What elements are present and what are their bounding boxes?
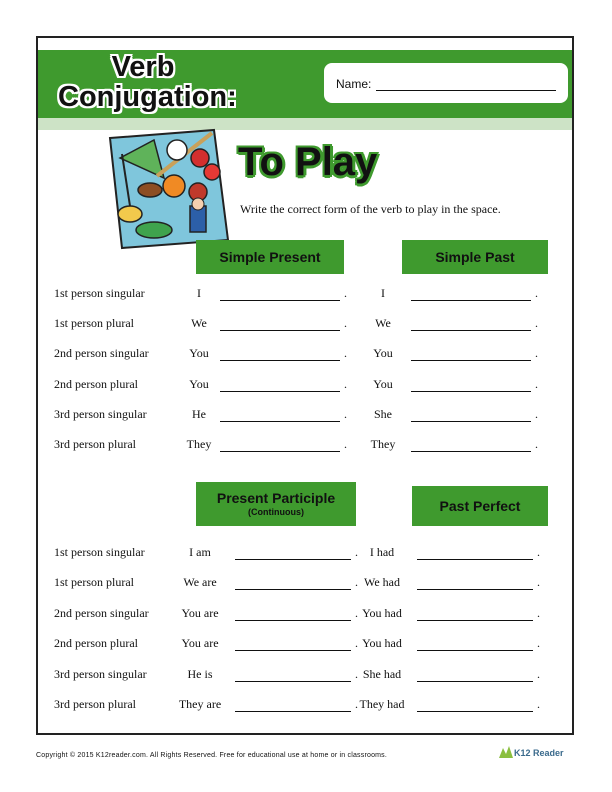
header-simple-past-label: Simple Past (435, 249, 515, 265)
period: . (355, 636, 358, 651)
answer-blank-b[interactable] (417, 579, 533, 590)
period: . (355, 666, 358, 681)
period: . (535, 316, 538, 331)
copyright-text: Copyright © 2015 K12reader.com. All Rights Reserved. Free for educational use at home or in classrooms. (36, 752, 388, 759)
answer-blank-b[interactable] (417, 610, 533, 621)
name-label: Name: (336, 77, 372, 91)
pronoun-b: She had (362, 666, 402, 681)
row-label: 3rd person plural (54, 697, 136, 711)
pronoun-a: He is (187, 666, 213, 681)
answer-blank-b[interactable] (411, 350, 531, 361)
period: . (535, 376, 538, 391)
worksheet-title (58, 51, 237, 113)
answer-blank-a[interactable] (220, 290, 340, 301)
row-label: 1st person plural (54, 575, 134, 590)
pronoun-b: We (375, 316, 391, 331)
period: . (537, 666, 540, 681)
period: . (344, 376, 347, 391)
period: . (344, 316, 347, 331)
row-label: 3rd person singular (54, 666, 147, 681)
title-line-1: Verb (111, 51, 175, 83)
period: . (344, 406, 347, 421)
instructions: Write the correct form of the verb to play in the space. (240, 202, 501, 216)
answer-blank-b[interactable] (411, 320, 531, 331)
period: . (355, 575, 358, 590)
answer-blank-b[interactable] (417, 640, 533, 651)
row-label: 1st person singular (54, 286, 145, 300)
pronoun-a: You (189, 376, 209, 391)
answer-blank-a[interactable] (220, 441, 340, 452)
pronoun-a: I am (189, 545, 211, 559)
period: . (535, 406, 538, 421)
pronoun-a: I (197, 286, 201, 300)
period: . (344, 346, 347, 361)
answer-blank-a[interactable] (235, 579, 351, 590)
k12-reader-logo-icon (499, 746, 513, 758)
answer-blank-b[interactable] (417, 671, 533, 682)
row-label: 1st person plural (54, 316, 134, 331)
row-label: 3rd person plural (54, 437, 136, 451)
row-label: 2nd person plural (54, 636, 138, 651)
pronoun-b: I (381, 286, 385, 300)
pronoun-b: She (374, 406, 392, 421)
pronoun-a: You are (181, 605, 219, 620)
k12-reader-logo: K12 Reader (514, 748, 564, 758)
row-label: 2nd person plural (54, 376, 138, 391)
pronoun-a: We (191, 316, 207, 331)
header-past-perfect-label: Past Perfect (439, 498, 521, 514)
pronoun-b: I had (369, 545, 395, 559)
pronoun-a: We are (183, 575, 217, 590)
answer-blank-a[interactable] (235, 701, 351, 712)
row-label: 3rd person singular (54, 406, 147, 421)
header-present-participle (196, 482, 356, 526)
answer-blank-b[interactable] (411, 290, 531, 301)
pronoun-a: He (192, 406, 206, 421)
answer-blank-a[interactable] (235, 610, 351, 621)
header-simple-present (196, 240, 344, 274)
row-label: 2nd person singular (54, 605, 149, 620)
answer-blank-a[interactable] (235, 671, 351, 682)
pronoun-a: You are (181, 636, 219, 651)
pronoun-b: You (373, 376, 393, 391)
pronoun-b: You had (362, 636, 402, 651)
verb-title: To Play (238, 140, 378, 184)
pronoun-a: You (189, 346, 209, 361)
row-label: 1st person singular (54, 545, 145, 559)
period: . (537, 575, 540, 590)
row-label: 2nd person singular (54, 346, 149, 361)
answer-blank-a[interactable] (220, 350, 340, 361)
header-past-perfect (412, 486, 548, 526)
answer-blank-a[interactable] (220, 320, 340, 331)
header-simple-present-label: Simple Present (219, 249, 321, 265)
period: . (537, 697, 540, 711)
pronoun-b: They (370, 437, 396, 451)
pronoun-b: They had (359, 697, 405, 711)
period: . (535, 346, 538, 361)
period: . (355, 605, 358, 620)
name-field[interactable] (376, 90, 556, 91)
answer-blank-a[interactable] (220, 411, 340, 422)
pronoun-b: We had (363, 575, 401, 590)
period: . (355, 697, 358, 711)
period: . (537, 636, 540, 651)
answer-blank-a[interactable] (235, 549, 351, 560)
period: . (535, 437, 538, 451)
name-box (324, 63, 568, 103)
answer-blank-b[interactable] (411, 381, 531, 392)
period: . (344, 437, 347, 451)
period: . (535, 286, 538, 300)
period: . (344, 286, 347, 300)
answer-blank-a[interactable] (235, 640, 351, 651)
answer-blank-a[interactable] (220, 381, 340, 392)
header-present-participle-label: Present Participle (216, 490, 336, 506)
pronoun-b: You (373, 346, 393, 361)
header-simple-past (402, 240, 548, 274)
period: . (355, 545, 358, 559)
pronoun-b: You had (362, 605, 402, 620)
pronoun-a: They (186, 437, 212, 451)
header-present-participle-sub: (Continuous) (248, 507, 304, 517)
answer-blank-b[interactable] (417, 549, 533, 560)
answer-blank-b[interactable] (411, 411, 531, 422)
period: . (537, 605, 540, 620)
sports-equipment-clipart (102, 128, 232, 250)
answer-blank-b[interactable] (411, 441, 531, 452)
period: . (537, 545, 540, 559)
pronoun-a: They are (178, 697, 222, 711)
answer-blank-b[interactable] (417, 701, 533, 712)
title-line-2: Conjugation: (58, 81, 237, 113)
